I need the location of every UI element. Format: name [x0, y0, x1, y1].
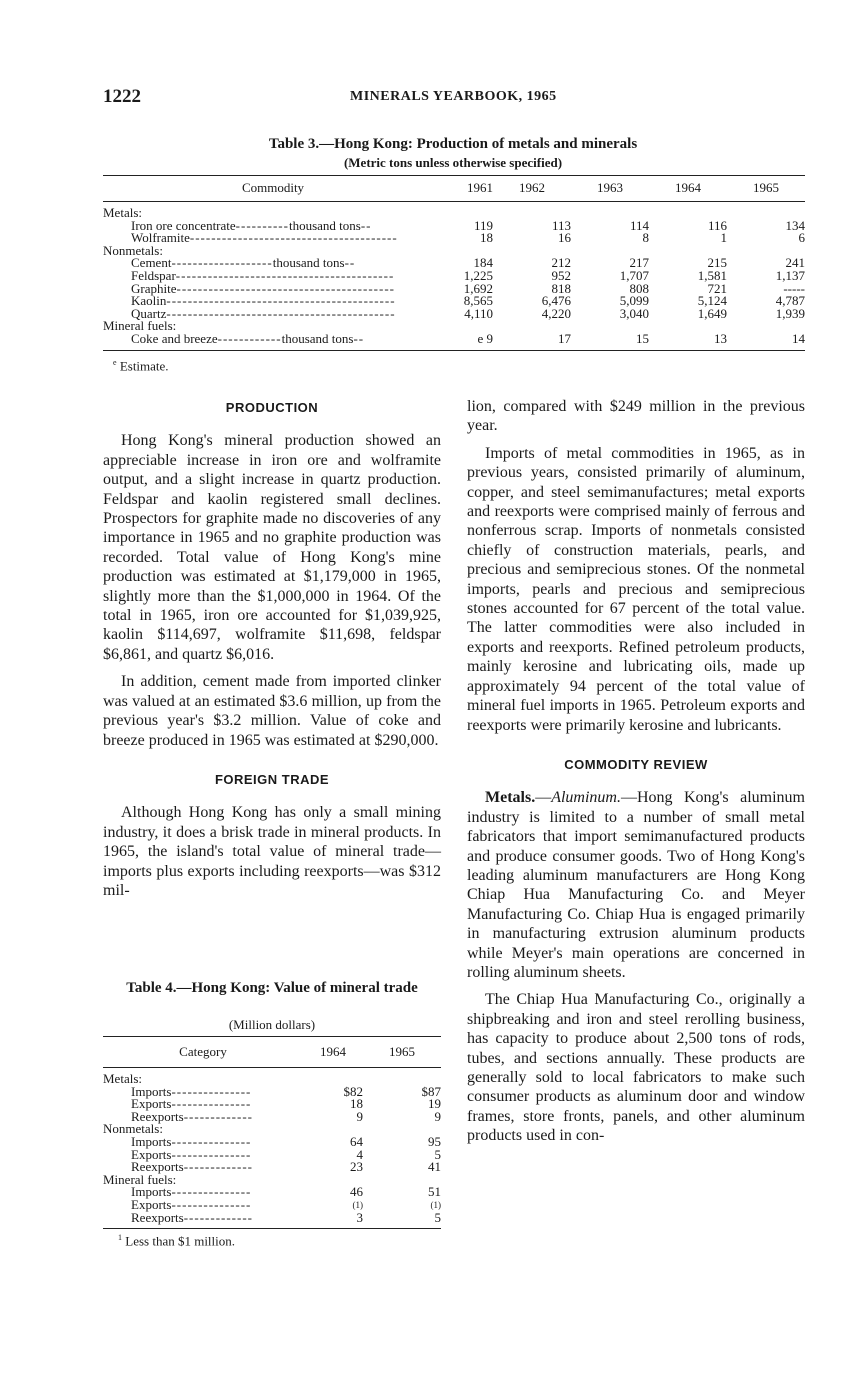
- cell: $82: [343, 1083, 363, 1099]
- row-name: Coke and breeze: [131, 330, 218, 346]
- cell: 119: [473, 217, 493, 233]
- table3: [103, 175, 805, 351]
- table3-title: Table 3.—Hong Kong: Production of metals and minerals: [268, 136, 638, 152]
- group-label: Metals:: [103, 205, 142, 220]
- cell: 5,124: [697, 293, 727, 309]
- aluminum-text: Hong Kong's aluminum industry is limited to a number of small metal fabricators that import semimanufactured products and produce consumer goods. Two of Hong Kong's leading aluminum manufacturers are Hong Kong Chiap Hua Manufacturing Co. and Meyer Manufacturing Co. Chiap Hua is engaged primarily in manufacturing extrusion aluminum products while Meyer's main operations are concerned in rolling aluminum sheets.: [467, 789, 805, 981]
- row-unit: thousand tons: [281, 330, 354, 346]
- leader-dots: ---------------: [171, 1198, 252, 1212]
- cell: 9: [356, 1108, 363, 1124]
- leader-dots: ------------: [217, 332, 282, 346]
- table3-header-commodity: Commodity: [103, 176, 443, 202]
- row-name: Reexports: [131, 1209, 184, 1225]
- aluminum-lead: Aluminum.: [551, 789, 621, 807]
- leader-dots: ---------------: [171, 1085, 252, 1099]
- table3-header-row: [103, 176, 805, 202]
- cell: 241: [785, 255, 805, 271]
- table-row: [103, 232, 805, 245]
- cell: 95: [428, 1133, 441, 1149]
- section-heading-foreign-trade: FOREIGN TRADE: [214, 771, 330, 787]
- leader-dots: -------------------------------------------: [166, 307, 396, 321]
- table4-header-1965: 1965: [363, 1037, 441, 1068]
- table3-footnote: [113, 358, 169, 374]
- cell: 5: [363, 1212, 441, 1229]
- cell: $87: [421, 1083, 441, 1099]
- table4-subtitle: (Million dollars): [228, 1017, 316, 1032]
- leader-dots: -----------------------------------------: [175, 269, 395, 283]
- section-heading-commodity-review: COMMODITY REVIEW: [564, 756, 708, 772]
- paragraph: Imports of metal commodities in 1965, as in previous years, consisted primarily of aluminum, copper, and steel semimanufactures; metal exports and reexports were comprised mainly of ferrous and nonferrous scrap. Imports of nonmetals consisted chiefly of construction materials, pearls, and precious and semiprecious stones. Of the nonmetal imports, pearls and precious and semiprecious stones accounted for 67 percent of the total value. The latter commodities were also included in exports and reexports. Refined petroleum products, mainly kerosine and lubricating oils, made up approximately 94 percent of the total value of mineral fuel imports in 1965. Petroleum exports and reexports were primarily kerosine and lubricants.: [467, 444, 805, 734]
- leader-dots: --: [353, 332, 365, 346]
- metals-lead: Metals.: [485, 789, 536, 807]
- table-row: [103, 308, 805, 321]
- cell: 4: [356, 1146, 363, 1162]
- section-heading-production: PRODUCTION: [225, 400, 319, 415]
- leader-dots: -------------: [183, 1110, 253, 1124]
- cell: 212: [551, 255, 571, 271]
- paragraph: In addition, cement made from imported clinker was valued at an estimated $3.6 million, up from the previous year's $3.2 million. Value of coke and breeze produced in 1965 was estimated at $290,000.: [103, 673, 441, 749]
- group-label: Metals:: [103, 1071, 142, 1086]
- cell: 3: [303, 1212, 363, 1229]
- leader-dots: ----------: [235, 219, 289, 233]
- cell: 1: [720, 230, 727, 246]
- cell: 1,692: [463, 280, 493, 296]
- group-label: Mineral fuels:: [103, 318, 177, 334]
- row-name: Graphite: [131, 280, 177, 296]
- cell: 19: [428, 1096, 441, 1112]
- table4-header-category: Category: [103, 1037, 303, 1068]
- cell: 46: [350, 1184, 363, 1200]
- cell: 13: [649, 333, 727, 350]
- row-name: Iron ore concentrate: [131, 217, 236, 233]
- row-name: Imports: [131, 1133, 172, 1149]
- cell: 51: [428, 1184, 441, 1200]
- group-label: Nonmetals:: [103, 1121, 163, 1137]
- row-name: Imports: [131, 1083, 172, 1099]
- table-row: [103, 220, 805, 233]
- cell: 1,137: [775, 267, 805, 283]
- cell: 16: [558, 230, 571, 246]
- table3-header-1963: 1963: [571, 176, 649, 202]
- cell: 217: [629, 255, 649, 271]
- paragraph: The Chiap Hua Manufacturing Co., originally a shipbreaking and iron and steel rerolling business, has capacity to produce about 2,500 tons of rods, tubes, and sections annually. These products are generally sold to local fabricators to make such consumer products as aluminum door and window frames, store fronts, panels, and other aluminum products used in con-: [467, 991, 805, 1145]
- group-label: Mineral fuels:: [103, 1171, 177, 1187]
- cell: 4,787: [775, 293, 805, 309]
- footnote-text: Less than $1 million.: [125, 1233, 236, 1249]
- row-name: Wolframite: [131, 230, 190, 246]
- table3-header-1962: 1962: [493, 176, 571, 202]
- cell: 18: [350, 1096, 363, 1112]
- row-label: [103, 1209, 303, 1229]
- leader-dots: ---------------: [171, 1135, 252, 1149]
- table-row: [103, 333, 805, 350]
- table3-header-1961: 1961: [443, 176, 493, 202]
- cell: 6,476: [541, 293, 571, 309]
- cell: 1,649: [697, 305, 727, 321]
- cell: 1,581: [697, 267, 727, 283]
- leader-dots: ---------------: [171, 1148, 252, 1162]
- table4-header-1964: 1964: [303, 1037, 363, 1068]
- cell: 1,939: [775, 305, 805, 321]
- leader-dots: ---------------: [171, 1186, 252, 1199]
- cell: 4,220: [541, 305, 571, 321]
- row-name: Exports: [131, 1196, 172, 1212]
- right-column: [467, 397, 805, 1154]
- leader-dots: -------------: [183, 1211, 253, 1225]
- paragraph: lion, compared with $249 million in the previous year.: [467, 398, 805, 435]
- running-header: MINERALS YEARBOOK, 1965: [350, 89, 557, 104]
- group-label: Nonmetals:: [103, 242, 163, 258]
- footnote-mark: e: [113, 358, 117, 367]
- cell: 18: [480, 230, 493, 246]
- leader-dots: -----------------------------------------: [176, 282, 395, 296]
- footnote-mark: 1: [118, 1233, 122, 1242]
- cell: -----: [783, 280, 805, 296]
- cell: 1,707: [619, 267, 649, 283]
- cell: 8,565: [463, 293, 493, 309]
- footnote-text: Estimate.: [119, 358, 169, 374]
- table3-header-1965: 1965: [727, 176, 805, 202]
- cell: 6: [798, 230, 805, 246]
- row-name: Feldspar: [131, 267, 176, 283]
- leader-dots: ---------------------------------------: [189, 232, 398, 245]
- leader-dots: ---------------: [171, 1098, 252, 1111]
- row-name: Reexports: [131, 1159, 184, 1175]
- table4-title: Table 4.—Hong Kong: Value of mineral trade: [126, 980, 418, 996]
- row-name: Reexports: [131, 1108, 184, 1124]
- cell: e 9: [443, 333, 493, 350]
- cell: 4,110: [464, 305, 493, 321]
- cell: 5,099: [619, 293, 649, 309]
- cell: 14: [727, 333, 805, 350]
- left-column: [103, 398, 441, 908]
- table-group-row: [103, 245, 805, 258]
- cell: 215: [707, 255, 727, 271]
- row-unit: thousand tons: [272, 255, 345, 271]
- cell: 15: [571, 333, 649, 350]
- leader-dots: -------------: [183, 1161, 253, 1174]
- table-row: [103, 270, 805, 283]
- table3-subtitle: (Metric tons unless otherwise specified): [343, 155, 563, 170]
- paragraph: Metals.—Aluminum.—Hong Kong's aluminum industry is limited to a number of small metal fabricators that import semimanufactured products and produce consumer goods. Two of Hong Kong's leading aluminum manufacturers are Hong Kong Chiap Hua Manufacturing Co. and Meyer Manufacturing Co. Chiap Hua is engaged primarily in manufacturing extrusion aluminum products while Meyer's main operations are concerned in rolling aluminum sheets.: [467, 789, 805, 981]
- leader-dots: -------------------------------------------: [166, 295, 396, 308]
- row-name: Cement: [131, 255, 172, 271]
- leader-dots: --: [344, 257, 356, 270]
- cell: 134: [785, 217, 805, 233]
- cell: 17: [493, 333, 571, 350]
- cell: 23: [350, 1159, 363, 1175]
- cell: 5: [434, 1146, 441, 1162]
- leader-dots: --: [360, 219, 372, 233]
- cell: 64: [350, 1133, 363, 1149]
- cell: 116: [707, 217, 727, 233]
- row-unit: thousand tons: [288, 217, 361, 233]
- row-name: Exports: [131, 1146, 172, 1162]
- cell: 808: [629, 280, 649, 296]
- cell: 9: [434, 1108, 441, 1124]
- table4: [103, 1036, 441, 1229]
- cell: 113: [551, 217, 571, 233]
- paragraph: Hong Kong's mineral production showed an appreciable increase in iron ore and wolframite output, and a slight increase in quartz production. Feldspar and kaolin registered small declines. Prospectors for graphite made no discoveries of any importance in 1965 and no graphite production was recorded. Total value of Hong Kong's mine production was estimated at $1,179,000 in 1965, slightly more than the $1,000,000 in 1964. Of the total in 1965, iron ore accounted for $1,039,925, kaolin $114,697, wolframite $11,698, feldspar $6,861, and quartz $6,016.: [103, 432, 441, 663]
- leader-dots: -------------------: [171, 257, 273, 270]
- cell: 721: [707, 280, 727, 296]
- cell: 3,040: [619, 305, 649, 321]
- cell: 1,225: [463, 267, 493, 283]
- cell: 184: [473, 255, 493, 271]
- row-name: Exports: [131, 1096, 172, 1112]
- row-name: Kaolin: [131, 293, 167, 309]
- row-name: Imports: [131, 1184, 172, 1200]
- cell: 952: [551, 267, 571, 283]
- row-name: Quartz: [131, 305, 167, 321]
- paragraph: Although Hong Kong has only a small mining industry, it does a brisk trade in mineral products. In 1965, the island's total value of mineral trade—imports plus exports including reexports—was $312 mil-: [103, 804, 441, 899]
- cell: 114: [629, 217, 649, 233]
- cell: (1): [352, 1199, 363, 1210]
- table4-header-row: [103, 1037, 441, 1068]
- cell: 818: [551, 280, 571, 296]
- table3-header-1964: 1964: [649, 176, 727, 202]
- row-label: [103, 330, 443, 350]
- cell: (1): [430, 1199, 441, 1210]
- table4-footnote: [118, 1233, 235, 1249]
- table-row: [103, 1212, 441, 1229]
- page-number: 1222: [103, 86, 141, 107]
- cell: 41: [428, 1159, 441, 1175]
- cell: 8: [642, 230, 649, 246]
